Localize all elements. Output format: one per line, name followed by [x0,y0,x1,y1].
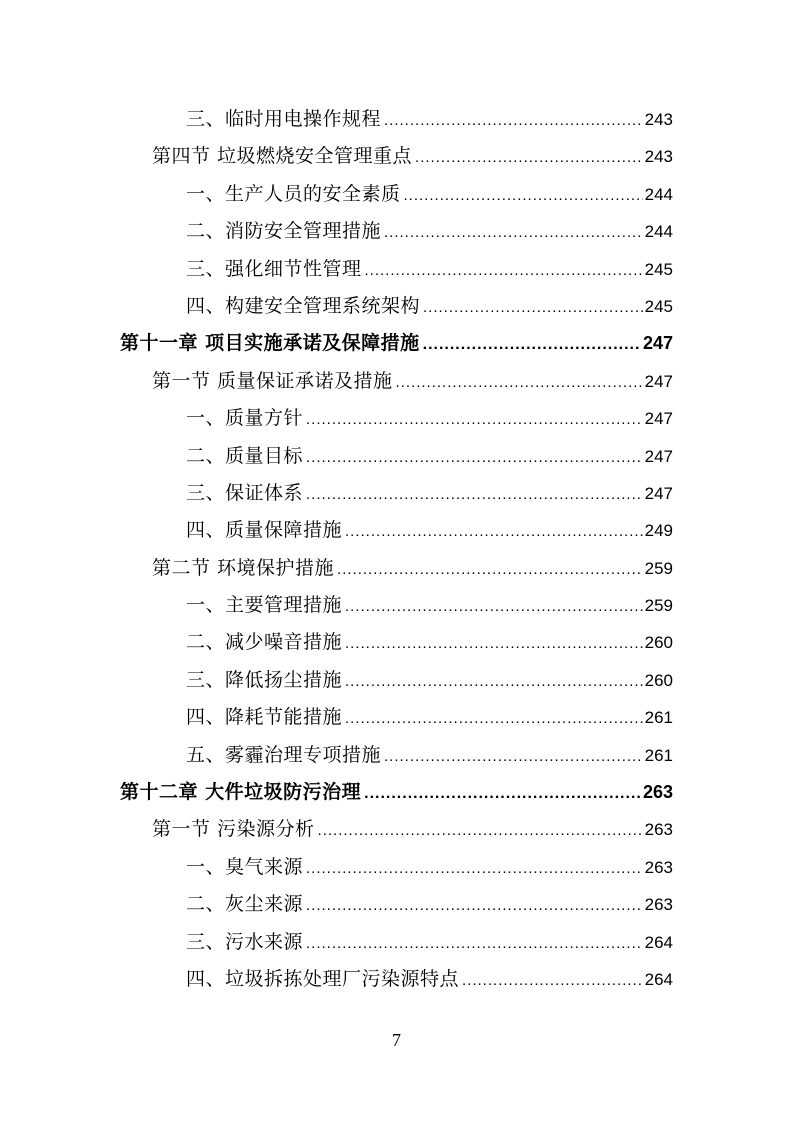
toc-leader-dots [365,252,643,289]
toc-entry-title: 二、减少噪音措施 [186,631,343,654]
toc-entry[interactable] [186,213,673,250]
toc-entry[interactable] [186,699,673,736]
toc-leader-dots [306,401,643,438]
toc-entry-title: 第十一章 项目实施承诺及保障措施 [120,332,420,355]
toc-leader-dots [345,663,643,700]
toc-entry-page: 259 [644,596,673,616]
toc-leader-dots [364,775,641,812]
toc-entry[interactable] [152,811,673,848]
toc-entry[interactable] [186,886,673,923]
toc-entry-title: 四、构建安全管理系统架构 [186,294,421,317]
toc-entry-title: 三、强化细节性管理 [186,257,362,280]
toc-leader-dots [384,102,643,139]
toc-entry-title: 三、临时用电操作规程 [186,108,382,130]
toc-entry-title: 第二节 环境保护措施 [152,556,335,579]
toc-entry-page: 263 [644,857,673,877]
toc-entry-title: 五、雾霾治理专项措施 [186,743,382,766]
toc-entry[interactable] [186,624,673,661]
toc-entry-page: 244 [644,184,673,204]
toc-chapter-entry[interactable] [120,325,673,362]
toc-leader-dots [306,476,643,513]
toc-entry-page: 244 [644,222,673,242]
toc-entry[interactable] [152,138,673,175]
toc-chapter-entry[interactable] [120,774,673,811]
toc-leader-dots [345,513,643,550]
toc-leader-dots [345,700,643,737]
toc-entry[interactable] [186,176,673,213]
toc-leader-dots [423,289,643,326]
toc-entry-title: 四、垃圾拆拣处理厂污染源特点 [186,967,460,990]
table-of-contents [0,101,793,998]
toc-entry[interactable] [186,438,673,475]
toc-entry-page: 249 [644,521,673,541]
toc-entry-page: 247 [642,333,673,354]
toc-entry-page: 243 [644,110,673,129]
toc-leader-dots [396,364,643,401]
toc-entry-title: 二、消防安全管理措施 [186,220,382,243]
toc-entry[interactable] [186,512,673,549]
toc-entry-title: 第十二章 大件垃圾防污治理 [120,781,362,804]
toc-entry-page: 247 [644,483,673,503]
toc-entry-page: 260 [644,633,673,653]
toc-entry[interactable] [186,924,673,961]
toc-entry-page: 261 [644,745,673,765]
toc-entry-title: 一、臭气来源 [186,855,304,878]
toc-entry[interactable] [186,662,673,699]
toc-leader-dots [384,214,643,251]
toc-entry-page: 260 [644,670,673,690]
toc-entry-page: 247 [644,446,673,466]
toc-leader-dots [306,887,643,924]
toc-leader-dots [404,177,643,214]
toc-leader-dots [415,139,643,176]
toc-entry-title: 一、生产人员的安全素质 [186,182,401,205]
toc-entry-page: 247 [644,409,673,429]
toc-leader-dots [337,551,643,588]
toc-entry-title: 一、主要管理措施 [186,594,343,617]
toc-entry[interactable] [186,101,673,138]
toc-entry[interactable] [186,288,673,325]
toc-entry-page: 263 [644,895,673,915]
toc-entry-page: 263 [644,820,673,840]
toc-leader-dots [462,962,643,999]
toc-entry[interactable] [186,475,673,512]
toc-leader-dots [306,925,643,962]
toc-entry-title: 四、质量保障措施 [186,519,343,542]
toc-entry-page: 264 [644,932,673,952]
toc-entry[interactable] [186,961,673,998]
toc-leader-dots [345,588,643,625]
toc-entry-title: 四、降耗节能措施 [186,706,343,729]
toc-entry-page: 261 [644,708,673,728]
toc-entry-page: 263 [642,782,673,803]
toc-entry[interactable] [152,363,673,400]
toc-entry-title: 三、污水来源 [186,930,304,953]
toc-entry[interactable] [186,737,673,774]
toc-entry-page: 245 [644,296,673,316]
toc-entry-page: 247 [644,371,673,391]
toc-entry-title: 第四节 垃圾燃烧安全管理重点 [152,145,413,168]
page-number: 7 [392,1030,401,1050]
toc-entry[interactable] [186,587,673,624]
toc-entry-page: 245 [644,259,673,279]
toc-entry[interactable] [152,550,673,587]
toc-entry-title: 第一节 质量保证承诺及措施 [152,369,393,392]
toc-leader-dots [306,439,643,476]
toc-entry-page: 259 [644,558,673,578]
toc-entry-title: 二、质量目标 [186,444,304,467]
toc-entry-title: 三、保证体系 [186,481,304,504]
toc-entry-title: 三、降低扬尘措施 [186,668,343,691]
toc-entry[interactable] [186,849,673,886]
toc-entry-title: 第一节 污染源分析 [152,818,315,841]
toc-entry-title: 二、灰尘来源 [186,893,304,916]
toc-leader-dots [345,625,643,662]
toc-entry-page: 264 [644,969,673,989]
toc-entry[interactable] [186,400,673,437]
toc-leader-dots [423,326,641,363]
toc-entry[interactable] [186,251,673,288]
toc-entry-title: 一、质量方针 [186,407,304,430]
toc-leader-dots [384,738,643,775]
toc-entry-page: 243 [644,147,673,167]
toc-leader-dots [306,850,643,887]
toc-leader-dots [318,812,643,849]
